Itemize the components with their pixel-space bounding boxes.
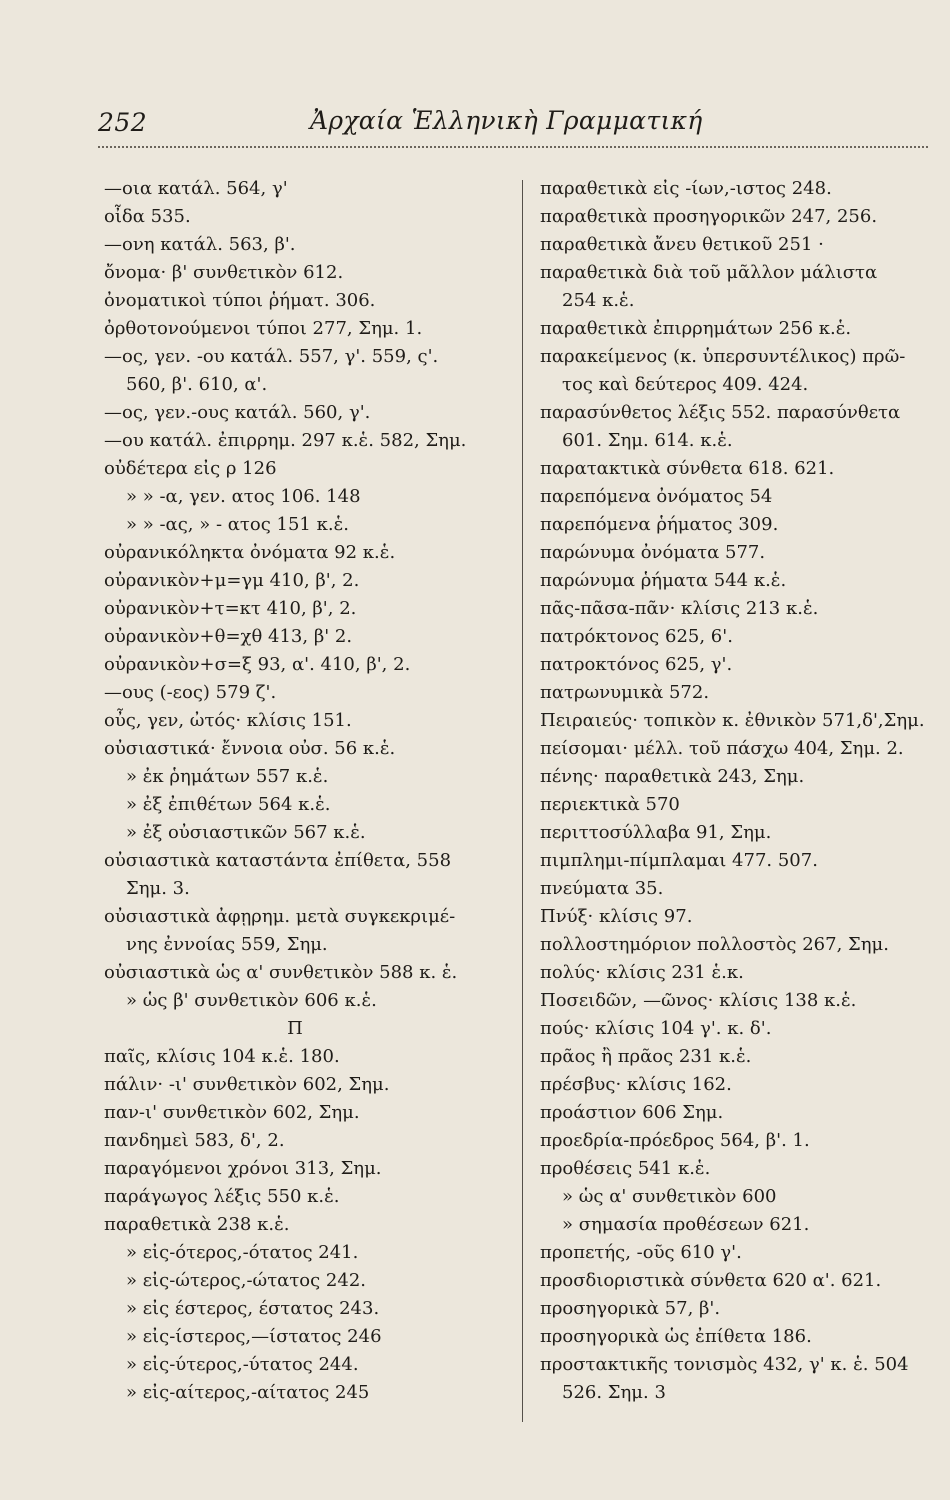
index-entry: 526. Σημ. 3 [562,1382,666,1403]
index-entry: —ους (-εος) 579 ζ'. [104,682,277,703]
index-entry: ὀνοματικοὶ τύποι ῥήματ. 306. [104,290,376,311]
index-entry: » εἰς-ίστερος,—ίστατος 246 [126,1326,382,1347]
index-entry: » εἰς-ότερος,-ότατος 241. [126,1242,359,1263]
index-entry: —ος, γεν. -ου κατάλ. 557, γ'. 559, ς'. [104,346,439,367]
index-entry: πανδημεὶ 583, δ', 2. [104,1130,285,1151]
index-entry: » εἰς-ύτερος,-ύτατος 244. [126,1354,359,1375]
index-entry: » εἰς έστερος, έστατος 243. [126,1298,380,1319]
index-entry: νης ἐννοίας 559, Σημ. [126,934,328,955]
index-entry: προστακτικῆς τονισμὸς 432, γ' κ. ἑ. 504 [540,1354,909,1375]
index-entry: παρεπόμενα ὀνόματος 54 [540,486,773,507]
index-column-left [104,175,516,1407]
index-entry: οὐσιαστικὰ ὡς α' συνθετικὸν 588 κ. ἑ. [104,962,458,983]
letter-heading: Π [287,1018,303,1039]
index-entry: πιμπλημι-πίμπλαμαι 477. 507. [540,850,818,871]
index-entry: Πνύξ· κλίσις 97. [540,906,693,927]
index-entry: πᾶς-πᾶσα-πᾶν· κλίσις 213 κ.ἑ. [540,598,819,619]
index-entry: οἶδα 535. [104,206,191,227]
index-entry: 601. Σημ. 614. κ.ἑ. [562,430,733,451]
index-entry: τος καὶ δεύτερος 409. 424. [562,374,809,395]
index-entry: προσηγορικὰ 57, β'. [540,1298,721,1319]
index-entry: οὐδέτερα εἰς ρ 126 [104,458,277,479]
index-entry: ὄνομα· β' συνθετικὸν 612. [104,262,344,283]
index-entry: πείσομαι· μέλλ. τοῦ πάσχω 404, Σημ. 2. [540,738,904,759]
index-entry: πάλιν· -ι' συνθετικὸν 602, Σημ. [104,1074,390,1095]
index-entry: » εἰς-αίτερος,-αίτατος 245 [126,1382,370,1403]
index-entry: οὐσιαστικά· ἔννοια οὐσ. 56 κ.ἑ. [104,738,396,759]
index-entry: προάστιον 606 Σημ. [540,1102,724,1123]
index-entry: προπετής, -οῦς 610 γ'. [540,1242,742,1263]
index-entry: πολλοστημόριον πολλοστὸς 267, Σημ. [540,934,889,955]
index-entry: πατρωνυμικὰ 572. [540,682,710,703]
index-entry: προεδρία-πρόεδρος 564, β'. 1. [540,1130,810,1151]
index-entry: παραθετικὰ διὰ τοῦ μᾶλλον μάλιστα [540,262,878,283]
index-entry: πατρόκτονος 625, 6'. [540,626,733,647]
index-entry: —ος, γεν.-ους κατάλ. 560, γ'. [104,402,371,423]
index-entry: 560, β'. 610, α'. [126,374,268,395]
index-entry: οὐρανικὸν+μ=γμ 410, β', 2. [104,570,360,591]
index-entry: παρώνυμα ὀνόματα 577. [540,542,766,563]
page-number: 252 [98,108,148,137]
index-entry: παρακείμενος (κ. ὑπερσυντέλικος) πρῶ- [540,346,906,367]
index-entry: πνεύματα 35. [540,878,664,899]
index-entry: » ὡς α' συνθετικὸν 600 [562,1186,777,1207]
index-entry: » » -ας, » - ατος 151 κ.ἑ. [126,514,349,535]
index-entry: οὐρανικόληκτα ὀνόματα 92 κ.ἑ. [104,542,396,563]
column-divider [522,180,523,1422]
index-entry: —οια κατάλ. 564, γ' [104,178,288,199]
index-entry: πένης· παραθετικὰ 243, Σημ. [540,766,805,787]
index-entry: οὐρανικὸν+θ=χθ 413, β' 2. [104,626,353,647]
index-entry: ὀρθοτονούμενοι τύποι 277, Σημ. 1. [104,318,423,339]
index-entry: » σημασία προθέσεων 621. [562,1214,810,1235]
index-entry: οὐσιαστικὰ ἀφῃρημ. μετὰ συγκεκριμέ- [104,906,456,927]
page-header [98,102,938,148]
index-entry: 254 κ.ἑ. [562,290,635,311]
index-entry: οὐρανικὸν+τ=κτ 410, β', 2. [104,598,357,619]
index-entry: » ἐξ ἐπιθέτων 564 κ.ἑ. [126,794,331,815]
index-entry: παῖς, κλίσις 104 κ.ἑ. 180. [104,1046,340,1067]
index-entry: παν-ι' συνθετικὸν 602, Σημ. [104,1102,360,1123]
index-entry: περιττοσύλλαβα 91, Σημ. [540,822,772,843]
index-entry: Σημ. 3. [126,878,190,899]
index-entry: οὖς, γεν, ὠτός· κλίσις 151. [104,710,352,731]
index-entry: » εἰς-ώτερος,-ώτατος 242. [126,1270,367,1291]
index-entry: πολύς· κλίσις 231 ἑ.κ. [540,962,744,983]
index-entry: » ἐκ ῥημάτων 557 κ.ἑ. [126,766,329,787]
header-divider [98,146,928,148]
index-entry: οὐρανικὸν+σ=ξ 93, α'. 410, β', 2. [104,654,411,675]
index-entry: οὐσιαστικὰ καταστάντα ἐπίθετα, 558 [104,850,452,871]
index-entry: παρεπόμενα ῥήματος 309. [540,514,779,535]
index-entry: προσηγορικὰ ὡς ἐπίθετα 186. [540,1326,812,1347]
index-entry: —ονη κατάλ. 563, β'. [104,234,296,255]
index-entry: παραθετικὰ προσηγορικῶν 247, 256. [540,206,878,227]
index-entry: παραθετικὰ ἐπιρρημάτων 256 κ.ἑ. [540,318,852,339]
index-entry: Ποσειδῶν, —ῶνος· κλίσις 138 κ.ἑ. [540,990,857,1011]
index-entry: —ου κατάλ. ἐπιρρημ. 297 κ.ἑ. 582, Σημ. [104,430,467,451]
index-entry: παραγόμενοι χρόνοι 313, Σημ. [104,1158,382,1179]
index-entry: παρώνυμα ῥήματα 544 κ.ἑ. [540,570,787,591]
index-entry: Πειραιεύς· τοπικὸν κ. ἐθνικὸν 571,δ',Σημ. [540,710,925,731]
index-entry: πρέσβυς· κλίσις 162. [540,1074,732,1095]
index-entry: πρᾶος ἢ πρᾶος 231 κ.ἑ. [540,1046,752,1067]
running-title: Ἀρχαία Ἑλληνικὴ Γραμματική [310,106,703,135]
index-entry: παραθετικὰ 238 κ.ἑ. [104,1214,290,1235]
index-entry: παράγωγος λέξις 550 κ.ἑ. [104,1186,340,1207]
index-entry: προθέσεις 541 κ.ἑ. [540,1158,711,1179]
index-entry: παραθετικὰ ἄνευ θετικοῦ 251 · [540,234,824,255]
index-entry: πατροκτόνος 625, γ'. [540,654,733,675]
index-entry: περιεκτικὰ 570 [540,794,680,815]
index-entry: » » -α, γεν. ατος 106. 148 [126,486,361,507]
index-entry: » ὡς β' συνθετικὸν 606 κ.ἑ. [126,990,377,1011]
index-entry: παρατακτικὰ σύνθετα 618. 621. [540,458,835,479]
index-entry: παρασύνθετος λέξις 552. παρασύνθετα [540,402,901,423]
index-entry: παραθετικὰ εἰς -ίων,-ιστος 248. [540,178,832,199]
index-entry: » ἐξ οὐσιαστικῶν 567 κ.ἑ. [126,822,366,843]
index-entry: προσδιοριστικὰ σύνθετα 620 α'. 621. [540,1270,882,1291]
index-column-right [540,175,935,1407]
index-entry: πούς· κλίσις 104 γ'. κ. δ'. [540,1018,772,1039]
